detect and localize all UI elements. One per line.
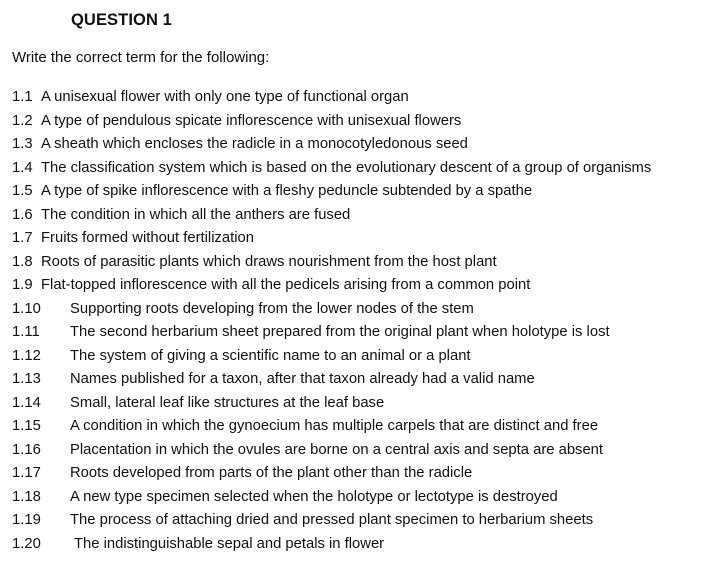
list-item [12,111,651,135]
item-text: The system of giving a scientific name to an animal or a plant [70,347,471,364]
list-item [12,416,651,440]
list-item [12,87,651,111]
list-item [12,181,651,205]
item-number: 1.16 [12,441,41,458]
item-text: A sheath which encloses the radicle in a monocotyledonous seed [41,136,468,152]
item-number: 1.17 [12,465,41,481]
list-item [12,369,651,393]
item-text: A condition in which the gynoecium has multiple carpels that are distinct and free [70,418,599,434]
list-item [12,534,651,558]
item-text: A new type specimen selected when the holotype or lectotype is destroyed [70,488,558,505]
item-number: 1.1 [12,89,33,105]
item-number: 1.19 [12,512,41,528]
item-text: Flat-topped inflorescence with all the pedicels arising from a common point [41,277,531,293]
item-number: 1.18 [12,488,41,505]
item-text: A unisexual flower with only one type of functional organ [41,89,409,105]
list-item [12,487,651,511]
item-text: Roots developed from parts of the plant other than the radicle [70,465,473,481]
item-number: 1.13 [12,371,41,387]
item-number: 1.5 [12,183,33,199]
question-title: QUESTION 1 [71,11,172,29]
instruction-text: Write the correct term for the following: [12,49,270,66]
list-item [12,158,651,182]
list-item [12,346,651,370]
item-text: A type of pendulous spicate inflorescence with unisexual flowers [41,112,462,129]
item-number: 1.11 [12,324,40,340]
item-number: 1.3 [12,136,33,152]
question-list [12,87,651,557]
list-item [12,228,651,252]
list-item [12,393,651,417]
item-text: Supporting roots developing from the lower nodes of the stem [70,300,474,317]
item-text: Names published for a taxon, after that taxon already had a valid name [70,371,535,387]
item-number: 1.12 [12,347,41,364]
item-number: 1.7 [12,230,33,246]
item-number: 1.6 [12,206,33,223]
item-number: 1.8 [12,253,33,270]
item-number: 1.14 [12,394,41,411]
list-item [12,205,651,229]
list-item [12,252,651,276]
item-number: 1.10 [12,300,41,317]
list-item [12,510,651,534]
item-text: The indistinguishable sepal and petals in flower [74,535,385,552]
item-text: Roots of parasitic plants which draws nourishment from the host plant [41,253,497,270]
list-item [12,275,651,299]
list-item [12,463,651,487]
item-text: The process of attaching dried and pressed plant specimen to herbarium sheets [70,512,594,528]
item-number: 1.4 [12,159,33,176]
item-text: Small, lateral leaf like structures at the leaf base [70,394,385,411]
item-number: 1.9 [12,277,33,293]
item-number: 1.15 [12,418,41,434]
item-text: Placentation in which the ovules are borne on a central axis and septa are absent [70,441,604,458]
list-item [12,299,651,323]
list-item [12,440,651,464]
item-text: Fruits formed without fertilization [41,230,254,246]
item-text: The second herbarium sheet prepared from the original plant when holotype is lost [70,324,610,340]
list-item [12,322,651,346]
item-text: The condition in which all the anthers are fused [41,206,351,223]
item-text: A type of spike inflorescence with a fleshy peduncle subtended by a spathe [41,183,533,199]
item-number: 1.20 [12,535,41,552]
item-text: The classification system which is based on the evolutionary descent of a group of organisms [41,159,652,176]
item-number: 1.2 [12,112,33,129]
list-item [12,134,651,158]
